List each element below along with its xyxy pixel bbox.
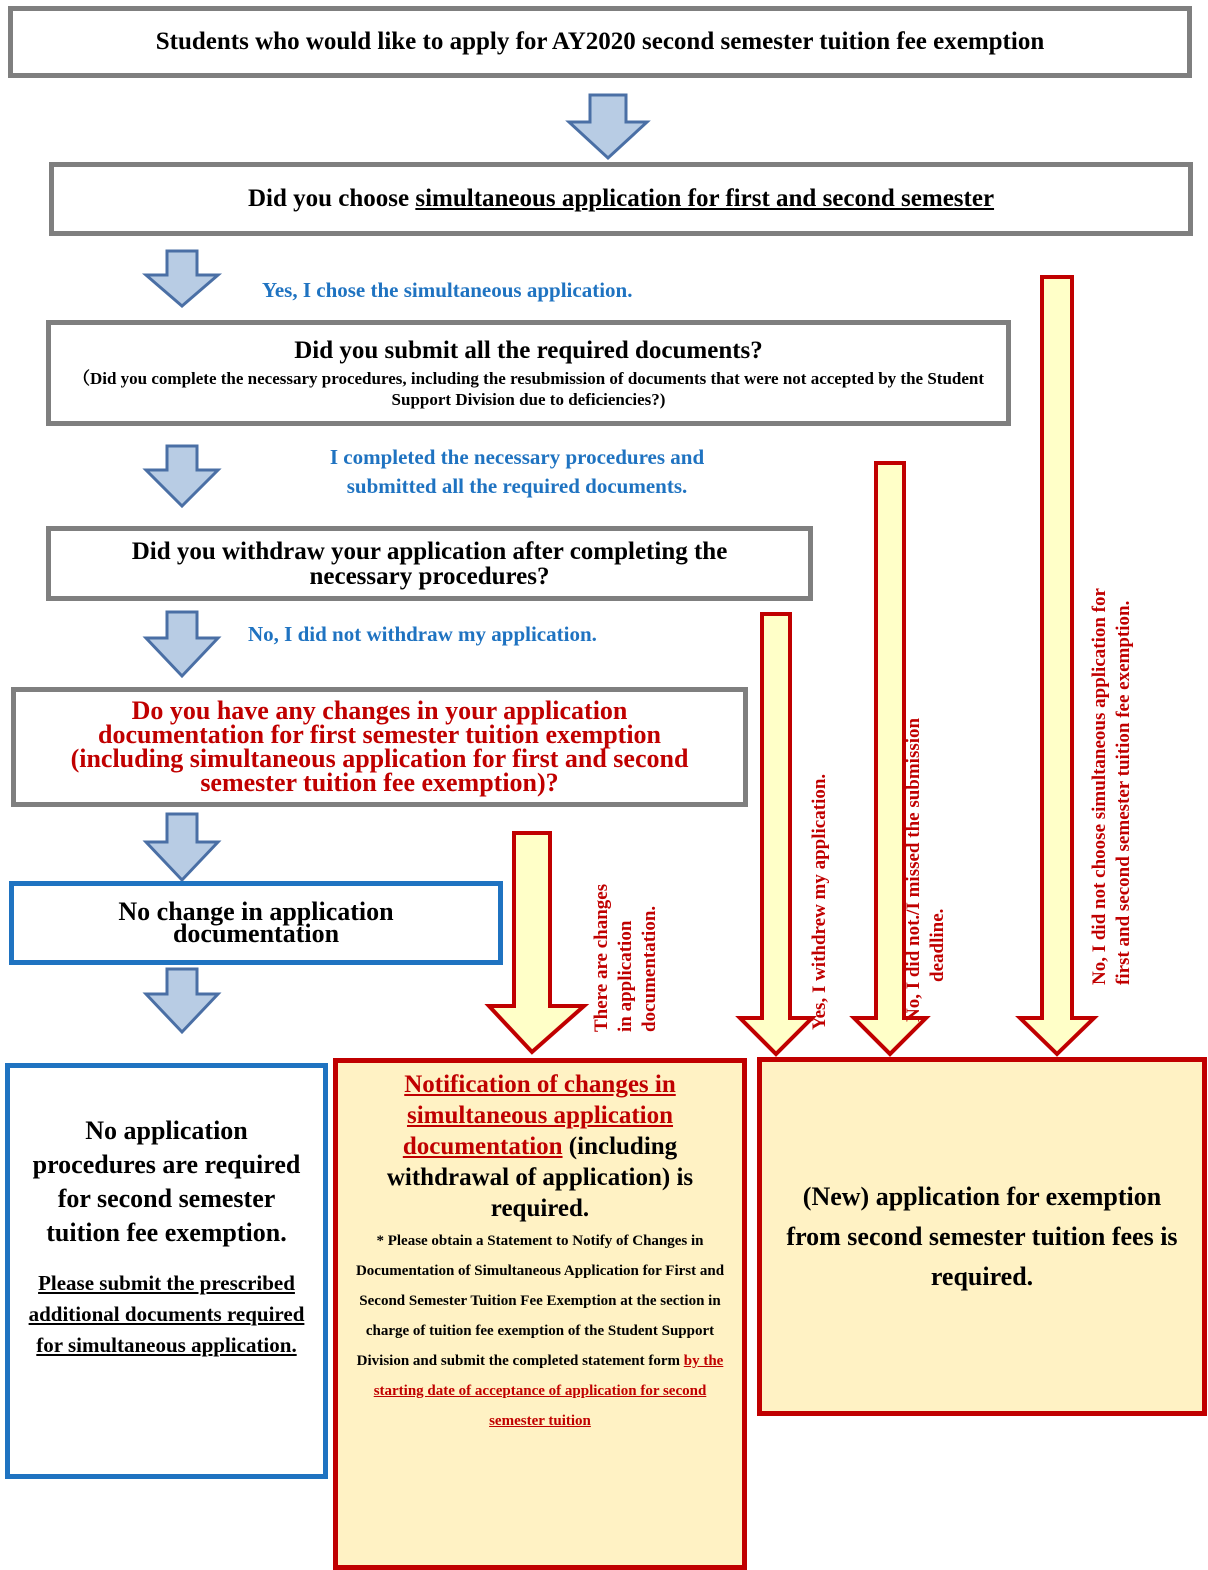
down-arrow-3 xyxy=(146,446,218,506)
no-change-line1: No change in application xyxy=(118,897,394,926)
q3-line2: necessary procedures? xyxy=(309,562,550,590)
q2-subtitle: （Did you complete the necessary procedures, including the resubmission of documents that were not accepted by the Student Support Division due to deficiencies?) xyxy=(72,369,985,409)
q4-line1: Do you have any changes in your application xyxy=(131,696,628,725)
label-yes-simultaneous: Yes, I chose the simultaneous application. xyxy=(262,278,633,302)
result-middle-note-deadline: by the starting date of acceptance of application for second semester tuition xyxy=(373,1353,724,1429)
down-arrow-6 xyxy=(146,969,218,1032)
down-arrow-2 xyxy=(146,251,218,306)
label-not-chosen-line1: No, I did not choose simultaneous application for xyxy=(1089,588,1110,985)
question-documents-box xyxy=(46,320,1011,426)
result-no-procedures-box xyxy=(5,1063,328,1479)
label-changes xyxy=(590,884,662,1032)
label-changes-line3: documentation. xyxy=(639,905,660,1032)
label-withdrew xyxy=(808,774,832,1030)
down-arrow-4 xyxy=(146,612,218,676)
label-missed-line2: deadline. xyxy=(927,908,948,982)
label-changes-line2: in application xyxy=(615,920,636,1032)
result-middle-rest: (including withdrawal of application) is required. xyxy=(386,1133,694,1222)
q1-prefix: Did you choose xyxy=(247,185,416,212)
q4-line3: (including simultaneous application for first and second xyxy=(70,744,689,773)
result-notify-changes-box xyxy=(333,1058,747,1570)
no-change-box xyxy=(9,881,503,965)
question-changes-box xyxy=(11,687,748,807)
label-not-withdraw: No, I did not withdraw my application. xyxy=(248,622,597,646)
label-withdrew-text: Yes, I withdrew my application. xyxy=(809,773,830,1030)
result-middle-note-text: * Please obtain a Statement to Notify of Changes in Documentation of Simultaneous Application for First and Second Semester Tuition Fee Exemption at the section in charge of tuition fee exemption of the Student Support Division and submit the completed statement form xyxy=(355,1233,725,1369)
question-simultaneous-text xyxy=(248,185,994,213)
result-middle-note xyxy=(348,1226,732,1436)
q4-line4: semester tuition fee exemption)? xyxy=(200,768,559,797)
q1-underlined: simultaneous application for first and second semester xyxy=(415,185,995,212)
result-left-main: No application procedures are required for second semester tuition fee exemption. xyxy=(32,1116,301,1247)
label-missed xyxy=(902,718,950,1022)
start-box-text: Students who would like to apply for AY2020 second semester tuition fee exemption xyxy=(155,28,1045,55)
question-withdraw-box xyxy=(46,526,813,601)
result-new-application-box xyxy=(757,1057,1207,1416)
q3-line1: Did you withdraw your application after completing the xyxy=(131,537,728,565)
label-completed-line2: submitted all the required documents. xyxy=(346,474,688,498)
result-left-note: Please submit the prescribed additional documents required for simultaneous application. xyxy=(28,1271,305,1357)
q2-title: Did you submit all the required documents? xyxy=(294,337,763,364)
q4-line2: documentation for first semester tuition exemption xyxy=(97,720,661,749)
down-arrow-5 xyxy=(146,814,218,880)
label-changes-line1: There are changes xyxy=(591,883,612,1032)
no-change-line2: documentation xyxy=(172,919,340,948)
start-box xyxy=(8,6,1192,78)
label-missed-line1: No, I did not./I missed the submission xyxy=(903,717,924,1022)
yellow-arrow-withdrew xyxy=(740,614,812,1054)
result-middle-underlined: Notification of changes in simultaneous application documentation xyxy=(402,1071,676,1160)
label-completed xyxy=(262,443,772,501)
down-arrow-1 xyxy=(569,95,647,158)
question-simultaneous-box xyxy=(49,162,1193,236)
label-not-chosen xyxy=(1088,588,1136,985)
yellow-arrow-changes xyxy=(489,833,584,1052)
label-completed-line1: I completed the necessary procedures and xyxy=(329,445,705,469)
result-middle-title xyxy=(348,1069,732,1224)
yellow-arrow-not-chosen xyxy=(1020,277,1094,1054)
label-not-chosen-line2: first and second semester tuition fee exemption. xyxy=(1113,600,1134,985)
result-right-text: (New) application for exemption from second semester tuition fees is required. xyxy=(786,1181,1178,1291)
